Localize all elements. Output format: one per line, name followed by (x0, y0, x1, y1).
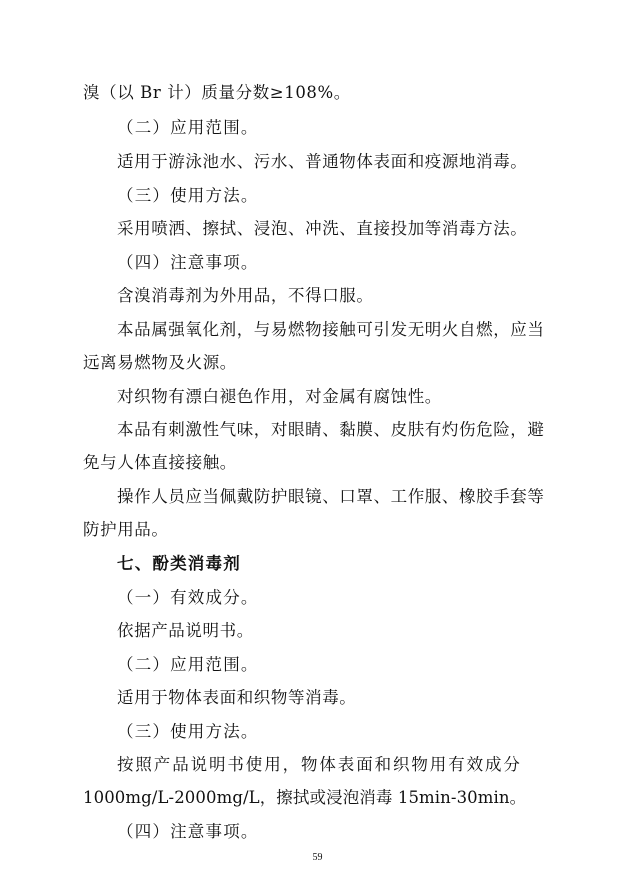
text-line-bleaching: 对织物有漂白褪色作用，对金属有腐蚀性。 (117, 387, 442, 406)
text-line-scope: 适用于游泳池水、污水、普通物体表面和疫源地消毒。 (117, 152, 528, 171)
text-line-oxidizer-cont: 远离易燃物及火源。 (83, 353, 237, 372)
subheading-precautions: （四）注意事项。 (117, 253, 259, 272)
text-line-external-use: 含溴消毒剂为外用品，不得口服。 (117, 286, 374, 305)
text-line-protective-cont: 防护用品。 (83, 520, 169, 539)
subheading-application-scope: （二）应用范围。 (117, 118, 259, 137)
text-line-protective: 操作人员应当佩戴防护眼镜、口罩、工作服、橡胶手套等 (117, 487, 545, 506)
page-number: 59 (312, 852, 323, 863)
subheading-usage-method: （三）使用方法。 (117, 186, 259, 205)
text-line-per-manual: 依据产品说明书。 (117, 621, 254, 640)
text-line-bromine-content: 溴（以 Br 计）质量分数≥108%。 (83, 83, 351, 102)
text-line-scope-2: 适用于物体表面和织物等消毒。 (117, 688, 357, 707)
section-heading-phenol: 七、酚类消毒剂 (117, 554, 241, 573)
text-line-oxidizer: 本品属强氧化剂，与易燃物接触可引发无明火自燃，应当 (117, 320, 545, 339)
subheading-usage-method-2: （三）使用方法。 (117, 722, 259, 741)
text-line-usage: 按照产品说明书使用，物体表面和织物用有效成分 (117, 755, 522, 774)
text-line-concentration: 1000mg/L-2000mg/L，擦拭或浸泡消毒 15min-30min。 (83, 788, 527, 807)
text-line-irritant: 本品有刺激性气味，对眼睛、黏膜、皮肤有灼伤危险，避 (117, 420, 545, 439)
subheading-precautions-2: （四）注意事项。 (117, 822, 259, 841)
text-line-irritant-cont: 免与人体直接接触。 (83, 453, 237, 472)
subheading-application-scope-2: （二）应用范围。 (117, 655, 259, 674)
text-line-method: 采用喷洒、擦拭、浸泡、冲洗、直接投加等消毒方法。 (117, 219, 528, 238)
subheading-active-ingredient: （一）有效成分。 (117, 588, 259, 607)
